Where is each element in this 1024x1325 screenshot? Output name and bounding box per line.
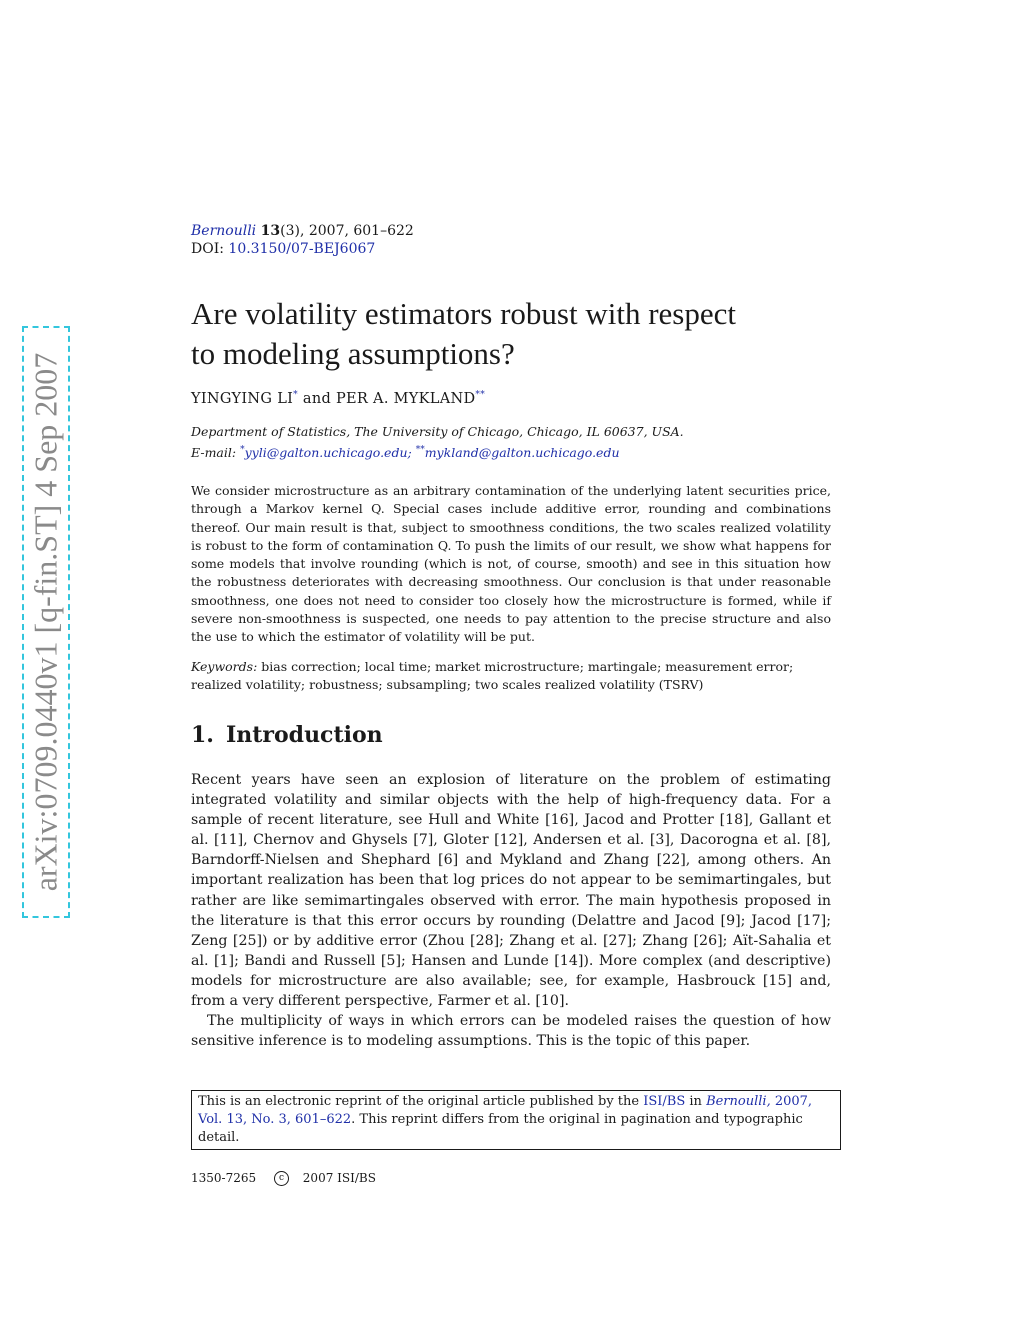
paragraph: The multiplicity of ways in which errors can be modeled raises the question of how sensitive inference is to modeling assumptions. This is the topic of this paper. <box>191 1013 831 1050</box>
abstract: We consider microstructure as an arbitrary contamination of the underlying latent securities price, through a Markov kernel Q. Special cases include additive error, rounding and combinations thereof. Our main result is that, subject to smoothness conditions, the two scales realized volatility is robust to the form of contamination Q. To push the limits of our result, we show what happens for some models that involve rounding (which is not, of course, smooth) and see in this situation how the robustness deteriorates with decreasing smoothness. Our conclusion is that under reasonable smoothness, one does not need to consider too closely how the microstructure is formed, while if severe non-smoothness is suspected, one needs to pay attention to the precise structure and also the use to which the estimator of volatility will be put. <box>191 483 831 645</box>
keywords-text: bias correction; local time; market microstructure; martingale; measurement error; realized volatility; robustness; subsampling; two scales realized volatility (TSRV) <box>191 659 794 693</box>
section-number: 1. <box>191 722 214 748</box>
journal-link[interactable]: Bernoulli, <box>706 1094 771 1109</box>
doi-label: DOI: <box>191 241 224 257</box>
publisher-link[interactable]: ISI/BS <box>643 1094 686 1109</box>
author-list <box>191 390 485 407</box>
citation-link[interactable]: 2007, Vol. 13, No. 3, 601–622 <box>198 1094 813 1127</box>
email-mark: * <box>240 445 245 455</box>
paragraph: Recent years have seen an explosion of literature on the problem of estimating integrated volatility and similar objects with the help of high-frequency data. For a sample of recent literature, see Hull and White [16], Jacod and Protter [18], Gallant et al. [11], Chernov and Ghysels [7], Gloter [12], Andersen et al. [3], Dacorogna et al. [8], Barndorff-Nielsen and Shephard [6] and Mykland and Zhang [22], among others. An important realization has been that log prices do not appear to be semimartingales, but rather are like semimartingales observed with error. The main hypothesis proposed in the literature is that this error occurs by rounding (Delattre and Jacod [9]; Jacod [17]; Zeng [25]) or by additive error (Zhou [28]; Zhang et al. [27]; Zhang [26]; Aït-Sahalia et al. [1]; Bandi and Russell [5]; Hansen and Lunde [14]). More complex (and descriptive) models for microstructure are also available; see, for example, Hasbrouck [15] and, from a very different perspective, Farmer et al. [10]. <box>191 772 831 1010</box>
copyright-line <box>191 1171 376 1186</box>
issn: 1350-7265 <box>191 1171 257 1185</box>
affiliation <box>191 423 684 462</box>
journal-volume: 13 <box>260 223 281 239</box>
copyright-text: 2007 ISI/BS <box>302 1171 376 1185</box>
journal-issue: (3), 2007, 601–622 <box>280 223 414 239</box>
reprint-text: in <box>689 1094 702 1109</box>
section-heading <box>191 722 383 748</box>
title-line-2: to modeling assumptions? <box>191 336 515 371</box>
author-mark[interactable]: * <box>293 390 298 400</box>
email-link[interactable]: mykland@galton.uchicago.edu <box>424 445 620 461</box>
journal-citation <box>191 222 414 258</box>
reprint-text: This is an electronic reprint of the original article published by the <box>198 1094 640 1109</box>
keywords <box>191 658 831 695</box>
arxiv-identifier: arXiv:0709.0440v1 [q-fin.ST] 4 Sep 2007 <box>27 352 64 892</box>
author-name: PER A. MYKLAND <box>335 390 476 407</box>
author-mark[interactable]: ** <box>475 390 486 400</box>
introduction-body <box>191 770 831 1051</box>
paper-title <box>191 294 831 374</box>
title-line-1: Are volatility estimators robust with respect <box>191 296 736 331</box>
reprint-text: . This reprint differs from the original in pagination and typographic detail. <box>198 1112 803 1145</box>
reprint-note <box>191 1090 841 1150</box>
email-link[interactable]: yyli@galton.uchicago.edu; <box>244 445 412 461</box>
keywords-label: Keywords: <box>191 659 258 674</box>
arxiv-stamp <box>22 326 70 918</box>
section-title: Introduction <box>225 722 383 748</box>
department: Department of Statistics, The University of Chicago, Chicago, IL 60637, USA. <box>191 424 684 439</box>
doi-link[interactable]: 10.3150/07-BEJ6067 <box>228 241 376 257</box>
email-mark: ** <box>415 445 425 455</box>
author-name: YINGYING LI <box>191 390 294 407</box>
journal-name-link[interactable]: Bernoulli <box>191 223 257 239</box>
email-label: E-mail: <box>191 445 237 461</box>
author-conjunction: and <box>302 390 332 407</box>
copyright-icon: c <box>274 1171 289 1186</box>
